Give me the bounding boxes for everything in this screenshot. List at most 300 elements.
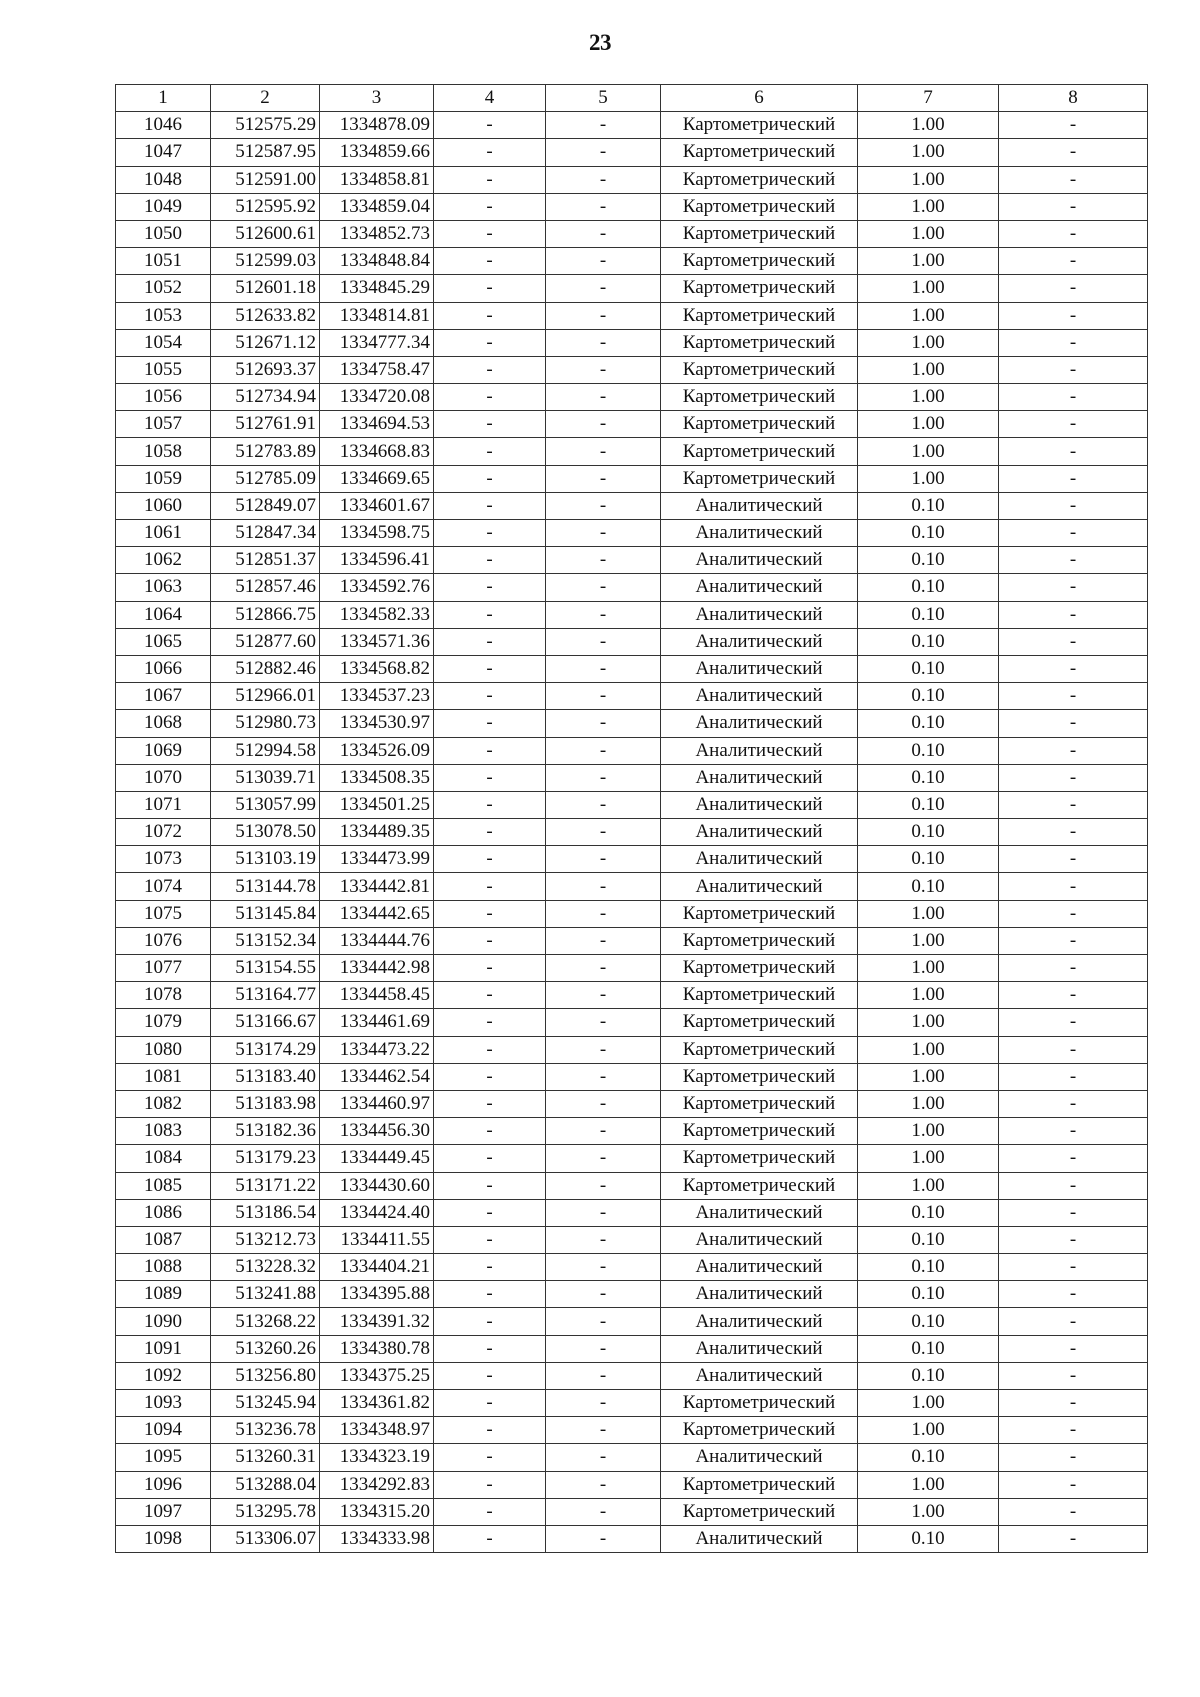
col5-cell: - <box>546 764 661 791</box>
col8-cell: - <box>999 1090 1148 1117</box>
accuracy-cell: 1.00 <box>858 1063 999 1090</box>
col5-cell: - <box>546 819 661 846</box>
point-number-cell: 1054 <box>116 329 211 356</box>
table-body <box>116 112 1148 1553</box>
method-cell: Аналитический <box>661 1362 858 1389</box>
table-row <box>116 1362 1148 1389</box>
method-cell: Аналитический <box>661 520 858 547</box>
accuracy-cell: 1.00 <box>858 139 999 166</box>
point-number-cell: 1072 <box>116 819 211 846</box>
col8-cell: - <box>999 1145 1148 1172</box>
x-coordinate-cell: 513260.31 <box>211 1444 320 1471</box>
point-number-cell: 1076 <box>116 927 211 954</box>
y-coordinate-cell: 1334333.98 <box>320 1525 434 1552</box>
method-cell: Картометрический <box>661 356 858 383</box>
x-coordinate-cell: 512847.34 <box>211 520 320 547</box>
x-coordinate-cell: 513288.04 <box>211 1471 320 1498</box>
col5-cell: - <box>546 1172 661 1199</box>
point-number-cell: 1077 <box>116 955 211 982</box>
col4-cell: - <box>434 1525 546 1552</box>
x-coordinate-cell: 513145.84 <box>211 900 320 927</box>
coordinates-table <box>115 84 1148 1553</box>
method-cell: Аналитический <box>661 628 858 655</box>
col8-cell: - <box>999 248 1148 275</box>
col4-cell: - <box>434 329 546 356</box>
col5-cell: - <box>546 846 661 873</box>
point-number-cell: 1087 <box>116 1226 211 1253</box>
table-row <box>116 193 1148 220</box>
accuracy-cell: 1.00 <box>858 356 999 383</box>
point-number-cell: 1089 <box>116 1281 211 1308</box>
method-cell: Картометрический <box>661 139 858 166</box>
accuracy-cell: 1.00 <box>858 193 999 220</box>
col8-cell: - <box>999 465 1148 492</box>
method-cell: Картометрический <box>661 1471 858 1498</box>
table-row <box>116 628 1148 655</box>
col8-cell: - <box>999 1281 1148 1308</box>
table-row <box>116 520 1148 547</box>
table-row <box>116 384 1148 411</box>
accuracy-cell: 1.00 <box>858 384 999 411</box>
x-coordinate-cell: 512761.91 <box>211 411 320 438</box>
y-coordinate-cell: 1334489.35 <box>320 819 434 846</box>
method-cell: Аналитический <box>661 764 858 791</box>
y-coordinate-cell: 1334380.78 <box>320 1335 434 1362</box>
table-row <box>116 356 1148 383</box>
col8-cell: - <box>999 547 1148 574</box>
accuracy-cell: 0.10 <box>858 492 999 519</box>
col8-cell: - <box>999 384 1148 411</box>
point-number-cell: 1053 <box>116 302 211 329</box>
y-coordinate-cell: 1334449.45 <box>320 1145 434 1172</box>
col4-cell: - <box>434 220 546 247</box>
y-coordinate-cell: 1334571.36 <box>320 628 434 655</box>
x-coordinate-cell: 512980.73 <box>211 710 320 737</box>
y-coordinate-cell: 1334404.21 <box>320 1254 434 1281</box>
method-cell: Аналитический <box>661 1199 858 1226</box>
point-number-cell: 1068 <box>116 710 211 737</box>
col4-cell: - <box>434 1090 546 1117</box>
col8-cell: - <box>999 764 1148 791</box>
col5-cell: - <box>546 982 661 1009</box>
table-row <box>116 547 1148 574</box>
table-row <box>116 1335 1148 1362</box>
col4-cell: - <box>434 1009 546 1036</box>
x-coordinate-cell: 513183.40 <box>211 1063 320 1090</box>
x-coordinate-cell: 513306.07 <box>211 1525 320 1552</box>
col4-cell: - <box>434 737 546 764</box>
y-coordinate-cell: 1334462.54 <box>320 1063 434 1090</box>
x-coordinate-cell: 512595.92 <box>211 193 320 220</box>
col8-cell: - <box>999 791 1148 818</box>
point-number-cell: 1074 <box>116 873 211 900</box>
accuracy-cell: 0.10 <box>858 737 999 764</box>
table-row <box>116 1118 1148 1145</box>
x-coordinate-cell: 512866.75 <box>211 601 320 628</box>
method-cell: Картометрический <box>661 955 858 982</box>
col4-cell: - <box>434 139 546 166</box>
accuracy-cell: 0.10 <box>858 547 999 574</box>
y-coordinate-cell: 1334694.53 <box>320 411 434 438</box>
accuracy-cell: 0.10 <box>858 574 999 601</box>
method-cell: Картометрический <box>661 1145 858 1172</box>
method-cell: Картометрический <box>661 1118 858 1145</box>
y-coordinate-cell: 1334859.04 <box>320 193 434 220</box>
y-coordinate-cell: 1334411.55 <box>320 1226 434 1253</box>
table-row <box>116 1417 1148 1444</box>
point-number-cell: 1092 <box>116 1362 211 1389</box>
col8-cell: - <box>999 275 1148 302</box>
accuracy-cell: 0.10 <box>858 846 999 873</box>
point-number-cell: 1079 <box>116 1009 211 1036</box>
col4-cell: - <box>434 846 546 873</box>
col4-cell: - <box>434 655 546 682</box>
x-coordinate-cell: 512882.46 <box>211 655 320 682</box>
table-row <box>116 574 1148 601</box>
col5-cell: - <box>546 139 661 166</box>
col8-cell: - <box>999 193 1148 220</box>
col4-cell: - <box>434 710 546 737</box>
col4-cell: - <box>434 1471 546 1498</box>
x-coordinate-cell: 513245.94 <box>211 1390 320 1417</box>
col5-cell: - <box>546 248 661 275</box>
x-coordinate-cell: 512671.12 <box>211 329 320 356</box>
col8-cell: - <box>999 166 1148 193</box>
method-cell: Картометрический <box>661 927 858 954</box>
x-coordinate-cell: 512599.03 <box>211 248 320 275</box>
table-row <box>116 1444 1148 1471</box>
col5-cell: - <box>546 438 661 465</box>
col5-cell: - <box>546 927 661 954</box>
point-number-cell: 1058 <box>116 438 211 465</box>
col5-cell: - <box>546 1444 661 1471</box>
method-cell: Картометрический <box>661 329 858 356</box>
x-coordinate-cell: 513295.78 <box>211 1498 320 1525</box>
col4-cell: - <box>434 1063 546 1090</box>
accuracy-cell: 0.10 <box>858 601 999 628</box>
method-cell: Картометрический <box>661 900 858 927</box>
point-number-cell: 1063 <box>116 574 211 601</box>
method-cell: Картометрический <box>661 1063 858 1090</box>
x-coordinate-cell: 513078.50 <box>211 819 320 846</box>
col5-cell: - <box>546 1254 661 1281</box>
point-number-cell: 1096 <box>116 1471 211 1498</box>
accuracy-cell: 1.00 <box>858 166 999 193</box>
table-row <box>116 710 1148 737</box>
method-cell: Аналитический <box>661 547 858 574</box>
col4-cell: - <box>434 574 546 601</box>
y-coordinate-cell: 1334430.60 <box>320 1172 434 1199</box>
col8-cell: - <box>999 1498 1148 1525</box>
col5-cell: - <box>546 1281 661 1308</box>
table-row <box>116 791 1148 818</box>
y-coordinate-cell: 1334852.73 <box>320 220 434 247</box>
col4-cell: - <box>434 547 546 574</box>
y-coordinate-cell: 1334582.33 <box>320 601 434 628</box>
col4-cell: - <box>434 1172 546 1199</box>
table-row <box>116 1090 1148 1117</box>
method-cell: Картометрический <box>661 302 858 329</box>
x-coordinate-cell: 513166.67 <box>211 1009 320 1036</box>
col5-cell: - <box>546 1417 661 1444</box>
y-coordinate-cell: 1334845.29 <box>320 275 434 302</box>
col5-cell: - <box>546 628 661 655</box>
method-cell: Аналитический <box>661 873 858 900</box>
col8-cell: - <box>999 520 1148 547</box>
y-coordinate-cell: 1334848.84 <box>320 248 434 275</box>
accuracy-cell: 1.00 <box>858 411 999 438</box>
y-coordinate-cell: 1334501.25 <box>320 791 434 818</box>
table-row <box>116 955 1148 982</box>
table-row <box>116 1063 1148 1090</box>
accuracy-cell: 1.00 <box>858 900 999 927</box>
x-coordinate-cell: 513236.78 <box>211 1417 320 1444</box>
y-coordinate-cell: 1334460.97 <box>320 1090 434 1117</box>
point-number-cell: 1086 <box>116 1199 211 1226</box>
method-cell: Аналитический <box>661 819 858 846</box>
method-cell: Картометрический <box>661 465 858 492</box>
accuracy-cell: 1.00 <box>858 1498 999 1525</box>
col5-cell: - <box>546 220 661 247</box>
y-coordinate-cell: 1334720.08 <box>320 384 434 411</box>
accuracy-cell: 1.00 <box>858 1172 999 1199</box>
method-cell: Картометрический <box>661 1498 858 1525</box>
col8-cell: - <box>999 683 1148 710</box>
y-coordinate-cell: 1334391.32 <box>320 1308 434 1335</box>
method-cell: Картометрический <box>661 438 858 465</box>
accuracy-cell: 1.00 <box>858 1145 999 1172</box>
col5-cell: - <box>546 329 661 356</box>
y-coordinate-cell: 1334473.22 <box>320 1036 434 1063</box>
col4-cell: - <box>434 166 546 193</box>
col4-cell: - <box>434 683 546 710</box>
x-coordinate-cell: 512600.61 <box>211 220 320 247</box>
col4-cell: - <box>434 955 546 982</box>
col4-cell: - <box>434 628 546 655</box>
y-coordinate-cell: 1334442.81 <box>320 873 434 900</box>
col5-cell: - <box>546 1226 661 1253</box>
point-number-cell: 1085 <box>116 1172 211 1199</box>
col5-cell: - <box>546 411 661 438</box>
accuracy-cell: 1.00 <box>858 1090 999 1117</box>
point-number-cell: 1097 <box>116 1498 211 1525</box>
x-coordinate-cell: 513182.36 <box>211 1118 320 1145</box>
col8-cell: - <box>999 1525 1148 1552</box>
x-coordinate-cell: 513057.99 <box>211 791 320 818</box>
point-number-cell: 1048 <box>116 166 211 193</box>
col8-cell: - <box>999 846 1148 873</box>
accuracy-cell: 1.00 <box>858 302 999 329</box>
x-coordinate-cell: 512851.37 <box>211 547 320 574</box>
accuracy-cell: 1.00 <box>858 1118 999 1145</box>
y-coordinate-cell: 1334292.83 <box>320 1471 434 1498</box>
point-number-cell: 1081 <box>116 1063 211 1090</box>
point-number-cell: 1091 <box>116 1335 211 1362</box>
method-cell: Картометрический <box>661 1090 858 1117</box>
accuracy-cell: 0.10 <box>858 1226 999 1253</box>
y-coordinate-cell: 1334669.65 <box>320 465 434 492</box>
col5-cell: - <box>546 737 661 764</box>
col8-cell: - <box>999 1226 1148 1253</box>
point-number-cell: 1066 <box>116 655 211 682</box>
col5-cell: - <box>546 166 661 193</box>
method-cell: Картометрический <box>661 1036 858 1063</box>
x-coordinate-cell: 513103.19 <box>211 846 320 873</box>
y-coordinate-cell: 1334537.23 <box>320 683 434 710</box>
table-row <box>116 1226 1148 1253</box>
method-cell: Аналитический <box>661 655 858 682</box>
point-number-cell: 1067 <box>116 683 211 710</box>
y-coordinate-cell: 1334323.19 <box>320 1444 434 1471</box>
col5-cell: - <box>546 384 661 411</box>
table-row <box>116 982 1148 1009</box>
method-cell: Картометрический <box>661 112 858 139</box>
point-number-cell: 1060 <box>116 492 211 519</box>
col5-cell: - <box>546 1063 661 1090</box>
col8-cell: - <box>999 411 1148 438</box>
y-coordinate-cell: 1334858.81 <box>320 166 434 193</box>
accuracy-cell: 0.10 <box>858 683 999 710</box>
method-cell: Картометрический <box>661 411 858 438</box>
method-cell: Аналитический <box>661 1335 858 1362</box>
point-number-cell: 1064 <box>116 601 211 628</box>
accuracy-cell: 1.00 <box>858 1390 999 1417</box>
y-coordinate-cell: 1334473.99 <box>320 846 434 873</box>
col5-cell: - <box>546 465 661 492</box>
col4-cell: - <box>434 302 546 329</box>
y-coordinate-cell: 1334601.67 <box>320 492 434 519</box>
y-coordinate-cell: 1334508.35 <box>320 764 434 791</box>
x-coordinate-cell: 513260.26 <box>211 1335 320 1362</box>
col5-cell: - <box>546 1118 661 1145</box>
table-row <box>116 139 1148 166</box>
x-coordinate-cell: 512633.82 <box>211 302 320 329</box>
method-cell: Картометрический <box>661 193 858 220</box>
x-coordinate-cell: 513154.55 <box>211 955 320 982</box>
point-number-cell: 1062 <box>116 547 211 574</box>
col8-cell: - <box>999 873 1148 900</box>
point-number-cell: 1050 <box>116 220 211 247</box>
y-coordinate-cell: 1334424.40 <box>320 1199 434 1226</box>
table-row <box>116 846 1148 873</box>
col8-cell: - <box>999 112 1148 139</box>
point-number-cell: 1073 <box>116 846 211 873</box>
accuracy-cell: 0.10 <box>858 1525 999 1552</box>
col8-cell: - <box>999 329 1148 356</box>
accuracy-cell: 0.10 <box>858 710 999 737</box>
col4-cell: - <box>434 1498 546 1525</box>
x-coordinate-cell: 512575.29 <box>211 112 320 139</box>
col8-cell: - <box>999 139 1148 166</box>
method-cell: Аналитический <box>661 1281 858 1308</box>
table-row <box>116 329 1148 356</box>
accuracy-cell: 0.10 <box>858 1308 999 1335</box>
col5-cell: - <box>546 1090 661 1117</box>
accuracy-cell: 1.00 <box>858 112 999 139</box>
point-number-cell: 1059 <box>116 465 211 492</box>
point-number-cell: 1071 <box>116 791 211 818</box>
y-coordinate-cell: 1334458.45 <box>320 982 434 1009</box>
col8-cell: - <box>999 1390 1148 1417</box>
table-row <box>116 1525 1148 1552</box>
table-row <box>116 1172 1148 1199</box>
accuracy-cell: 0.10 <box>858 1444 999 1471</box>
col8-cell: - <box>999 601 1148 628</box>
col4-cell: - <box>434 1118 546 1145</box>
point-number-cell: 1049 <box>116 193 211 220</box>
accuracy-cell: 0.10 <box>858 873 999 900</box>
col5-cell: - <box>546 873 661 900</box>
table-row <box>116 1199 1148 1226</box>
method-cell: Картометрический <box>661 1417 858 1444</box>
table-row <box>116 302 1148 329</box>
table-row <box>116 1009 1148 1036</box>
y-coordinate-cell: 1334592.76 <box>320 574 434 601</box>
table-row <box>116 1281 1148 1308</box>
accuracy-cell: 1.00 <box>858 220 999 247</box>
method-cell: Аналитический <box>661 492 858 519</box>
y-coordinate-cell: 1334878.09 <box>320 112 434 139</box>
x-coordinate-cell: 513186.54 <box>211 1199 320 1226</box>
x-coordinate-cell: 512994.58 <box>211 737 320 764</box>
method-cell: Аналитический <box>661 1226 858 1253</box>
x-coordinate-cell: 513183.98 <box>211 1090 320 1117</box>
col8-cell: - <box>999 1471 1148 1498</box>
x-coordinate-cell: 513171.22 <box>211 1172 320 1199</box>
y-coordinate-cell: 1334442.65 <box>320 900 434 927</box>
y-coordinate-cell: 1334395.88 <box>320 1281 434 1308</box>
col5-cell: - <box>546 900 661 927</box>
accuracy-cell: 0.10 <box>858 1254 999 1281</box>
table-row <box>116 819 1148 846</box>
table-row <box>116 1145 1148 1172</box>
method-cell: Аналитический <box>661 1254 858 1281</box>
accuracy-cell: 0.10 <box>858 655 999 682</box>
col5-cell: - <box>546 1498 661 1525</box>
col5-cell: - <box>546 1009 661 1036</box>
col8-cell: - <box>999 1444 1148 1471</box>
column-header: 2 <box>211 85 320 112</box>
table-row <box>116 112 1148 139</box>
accuracy-cell: 0.10 <box>858 628 999 655</box>
col4-cell: - <box>434 764 546 791</box>
method-cell: Картометрический <box>661 982 858 1009</box>
col4-cell: - <box>434 791 546 818</box>
accuracy-cell: 0.10 <box>858 1335 999 1362</box>
table-row <box>116 465 1148 492</box>
table-row <box>116 927 1148 954</box>
col5-cell: - <box>546 601 661 628</box>
method-cell: Картометрический <box>661 248 858 275</box>
method-cell: Картометрический <box>661 1009 858 1036</box>
y-coordinate-cell: 1334777.34 <box>320 329 434 356</box>
col4-cell: - <box>434 1145 546 1172</box>
x-coordinate-cell: 512734.94 <box>211 384 320 411</box>
col8-cell: - <box>999 819 1148 846</box>
method-cell: Картометрический <box>661 166 858 193</box>
x-coordinate-cell: 512966.01 <box>211 683 320 710</box>
col8-cell: - <box>999 1362 1148 1389</box>
x-coordinate-cell: 513152.34 <box>211 927 320 954</box>
col5-cell: - <box>546 520 661 547</box>
col8-cell: - <box>999 1308 1148 1335</box>
x-coordinate-cell: 513256.80 <box>211 1362 320 1389</box>
col5-cell: - <box>546 112 661 139</box>
col4-cell: - <box>434 1308 546 1335</box>
accuracy-cell: 1.00 <box>858 1471 999 1498</box>
col5-cell: - <box>546 655 661 682</box>
method-cell: Картометрический <box>661 1172 858 1199</box>
